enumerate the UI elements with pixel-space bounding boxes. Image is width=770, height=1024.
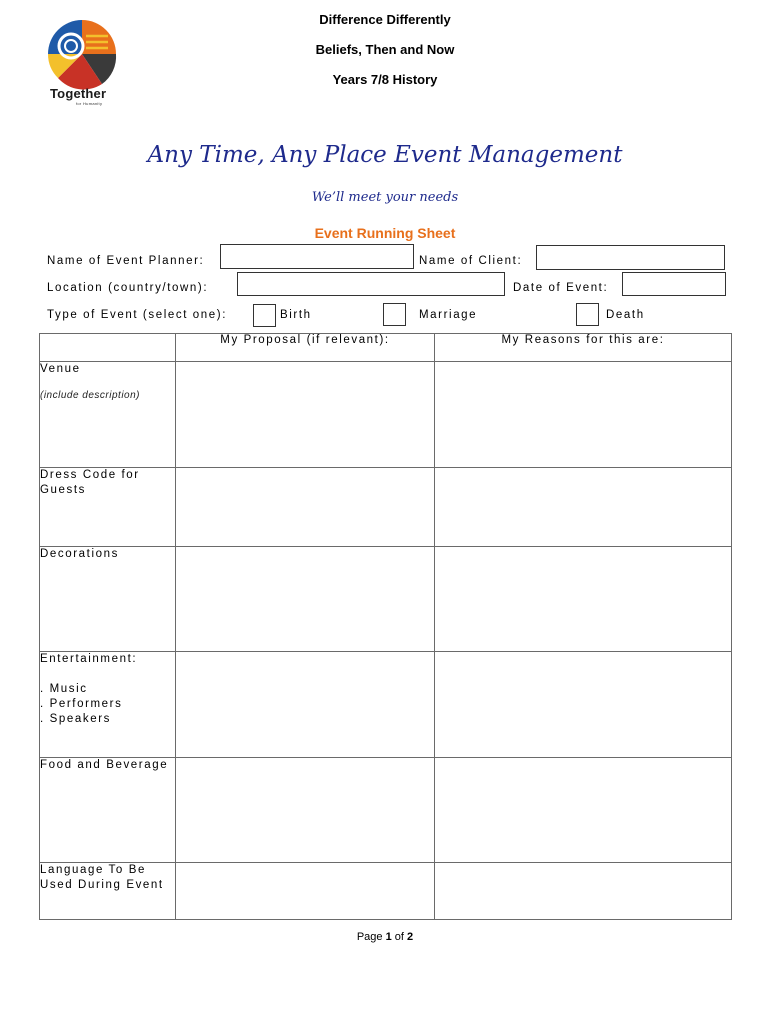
table-row bbox=[40, 362, 732, 468]
food-label: Food and Beverage bbox=[40, 758, 176, 863]
table-row bbox=[40, 547, 732, 652]
table-row bbox=[40, 758, 732, 863]
marriage-label: Marriage bbox=[419, 309, 478, 321]
dress-code-proposal-cell[interactable] bbox=[176, 468, 435, 547]
logo-subtext: for Humanity bbox=[76, 101, 103, 106]
entertainment-reasons-cell[interactable] bbox=[435, 652, 732, 758]
dress-code-reasons-cell[interactable] bbox=[435, 468, 732, 547]
page-total: 2 bbox=[407, 931, 414, 943]
birth-label: Birth bbox=[280, 309, 312, 321]
table-row bbox=[40, 468, 732, 547]
page-number: 1 bbox=[385, 931, 392, 943]
language-reasons-cell[interactable] bbox=[435, 863, 732, 920]
page-footer bbox=[0, 931, 770, 943]
date-label: Date of Event: bbox=[513, 282, 609, 294]
type-label: Type of Event (select one): bbox=[47, 309, 227, 321]
death-checkbox[interactable] bbox=[576, 303, 599, 326]
table-row bbox=[40, 863, 732, 920]
reasons-header: My Reasons for this are: bbox=[435, 334, 732, 362]
entertainment-item-performers: . Performers bbox=[40, 698, 123, 710]
venue-reasons-cell[interactable] bbox=[435, 362, 732, 468]
language-proposal-cell[interactable] bbox=[176, 863, 435, 920]
proposal-header: My Proposal (if relevant): bbox=[176, 334, 435, 362]
location-field[interactable] bbox=[237, 272, 505, 296]
client-label: Name of Client: bbox=[419, 255, 523, 267]
event-grid bbox=[39, 333, 732, 920]
entertainment-item-speakers: . Speakers bbox=[40, 713, 111, 725]
decorations-label: Decorations bbox=[40, 547, 176, 652]
entertainment-label-text: Entertainment: bbox=[40, 653, 138, 665]
planner-field[interactable] bbox=[220, 244, 414, 269]
entertainment-proposal-cell[interactable] bbox=[176, 652, 435, 758]
venue-desc: (include description) bbox=[40, 390, 140, 401]
dress-code-label: Dress Code for Guests bbox=[40, 468, 176, 547]
planner-label: Name of Event Planner: bbox=[47, 255, 205, 267]
decorations-proposal-cell[interactable] bbox=[176, 547, 435, 652]
food-proposal-cell[interactable] bbox=[176, 758, 435, 863]
language-label: Language To Be Used During Event bbox=[40, 863, 176, 920]
table-row bbox=[40, 652, 732, 758]
header-line-1: Difference Differently bbox=[319, 12, 451, 27]
location-label: Location (country/town): bbox=[47, 282, 209, 294]
birth-checkbox[interactable] bbox=[253, 304, 276, 327]
page-word: Page bbox=[356, 931, 383, 943]
client-field[interactable] bbox=[536, 245, 725, 270]
entertainment-label bbox=[40, 652, 176, 758]
logo-name: Together bbox=[50, 86, 107, 101]
sheet-title: Event Running Sheet bbox=[314, 225, 456, 241]
grid-header-row bbox=[40, 334, 732, 362]
venue-label-text: Venue bbox=[40, 363, 81, 375]
entertainment-item-music: . Music bbox=[40, 683, 88, 695]
marriage-checkbox[interactable] bbox=[383, 303, 406, 326]
food-reasons-cell[interactable] bbox=[435, 758, 732, 863]
header-line-3: Years 7/8 History bbox=[332, 72, 438, 87]
decorations-reasons-cell[interactable] bbox=[435, 547, 732, 652]
grid-header-blank bbox=[40, 334, 176, 362]
venue-proposal-cell[interactable] bbox=[176, 362, 435, 468]
venue-label bbox=[40, 362, 176, 468]
tagline: We’ll meet your needs bbox=[311, 190, 459, 205]
of-word: of bbox=[394, 931, 404, 943]
header-line-2: Beliefs, Then and Now bbox=[315, 42, 455, 57]
page-title: Any Time, Any Place Event Management bbox=[147, 142, 623, 168]
death-label: Death bbox=[606, 309, 645, 321]
date-field[interactable] bbox=[622, 272, 726, 296]
